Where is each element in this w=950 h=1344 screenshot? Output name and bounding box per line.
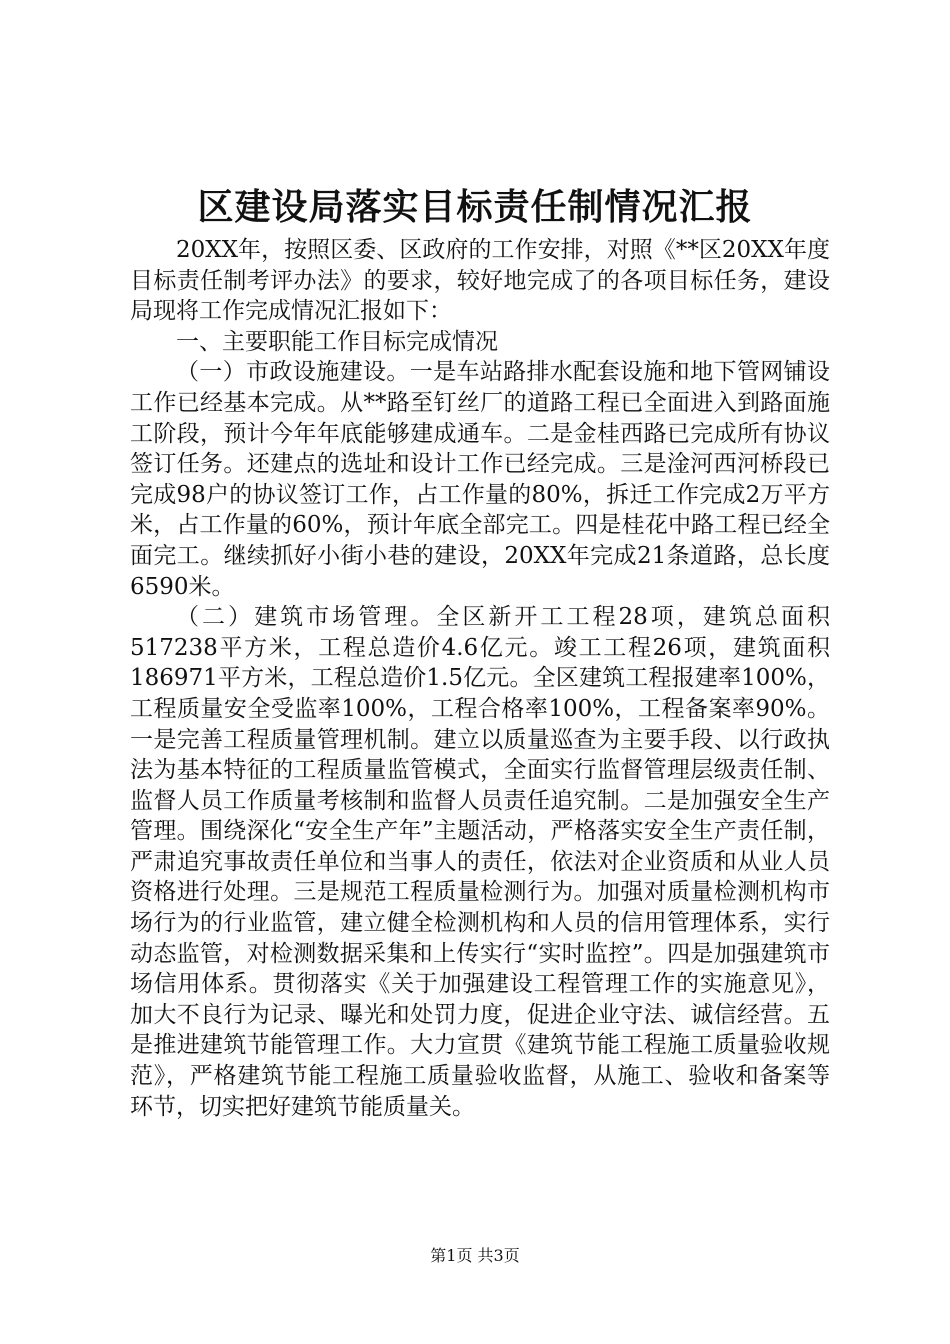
intro-paragraph: 20XX年，按照区委、区政府的工作安排，对照《**区20XX年度目标责任制考评办法》的要求，较好地完成了的各项目标任务，建设局现将工作完成情况汇报如下：	[130, 237, 830, 325]
document-body	[130, 235, 830, 1122]
document-title: 区建设局落实目标责任制情况汇报	[197, 187, 753, 228]
page-number-footer: 第1页 共3页	[430, 1246, 520, 1265]
section-heading: 一、主要职能工作目标完成情况	[176, 328, 498, 355]
construction-market-paragraph: （二）建筑市场管理。全区新开工工程28项，建筑总面积517238平方米，工程总造价4.6亿元。竣工工程26项，建筑面积186971平方米，工程总造价1.5亿元。全区建筑工程报建率100%，工程质量安全受监率100%，工程合格率100%，工程备案率90%。一是完善工程质量管理机制。建立以质量巡查为主要手段、以行政执法为基本特征的工程质量监管模式，全面实行监督管理层级责任制、监督人员工作质量考核制和监督人员责任追究制。二是加强安全生产管理。围绕深化“安全生产年”主题活动，严格落实安全生产责任制，严肃追究事故责任单位和当事人的责任，依法对企业资质和从业人员资格进行处理。三是规范工程质量检测行为。加强对质量检测机构市场行为的行业监管，建立健全检测机构和人员的信用管理体系，实行动态监管，对检测数据采集和上传实行“实时监控”。四是加强建筑市场信用体系。贯彻落实《关于加强建设工程管理工作的实施意见》，加大不良行为记录、曝光和处罚力度，促进企业守法、诚信经营。五是推进建筑节能管理工作。大力宣贯《建筑节能工程施工质量验收规范》，严格建筑节能工程施工质量验收监督，从施工、验收和备案等环节，切实把好建筑节能质量关。	[130, 604, 830, 1120]
municipal-facilities-paragraph: （一）市政设施建设。一是车站路排水配套设施和地下管网铺设工作已经基本完成。从**路至钉丝厂的道路工程已全面进入到路面施工阶段，预计今年年底能够建成通车。二是金桂西路已完成所有协议签订任务。还建点的选址和设计工作已经完成。三是淦河西河桥段已完成98户的协议签订工作，占工作量的80%，拆迁工作完成2万平方米，占工作量的60%，预计年底全部完工。四是桂花中路工程已经全面完工。继续抓好小街小巷的建设，20XX年完成21条道路，总长度6590米。	[130, 359, 830, 600]
